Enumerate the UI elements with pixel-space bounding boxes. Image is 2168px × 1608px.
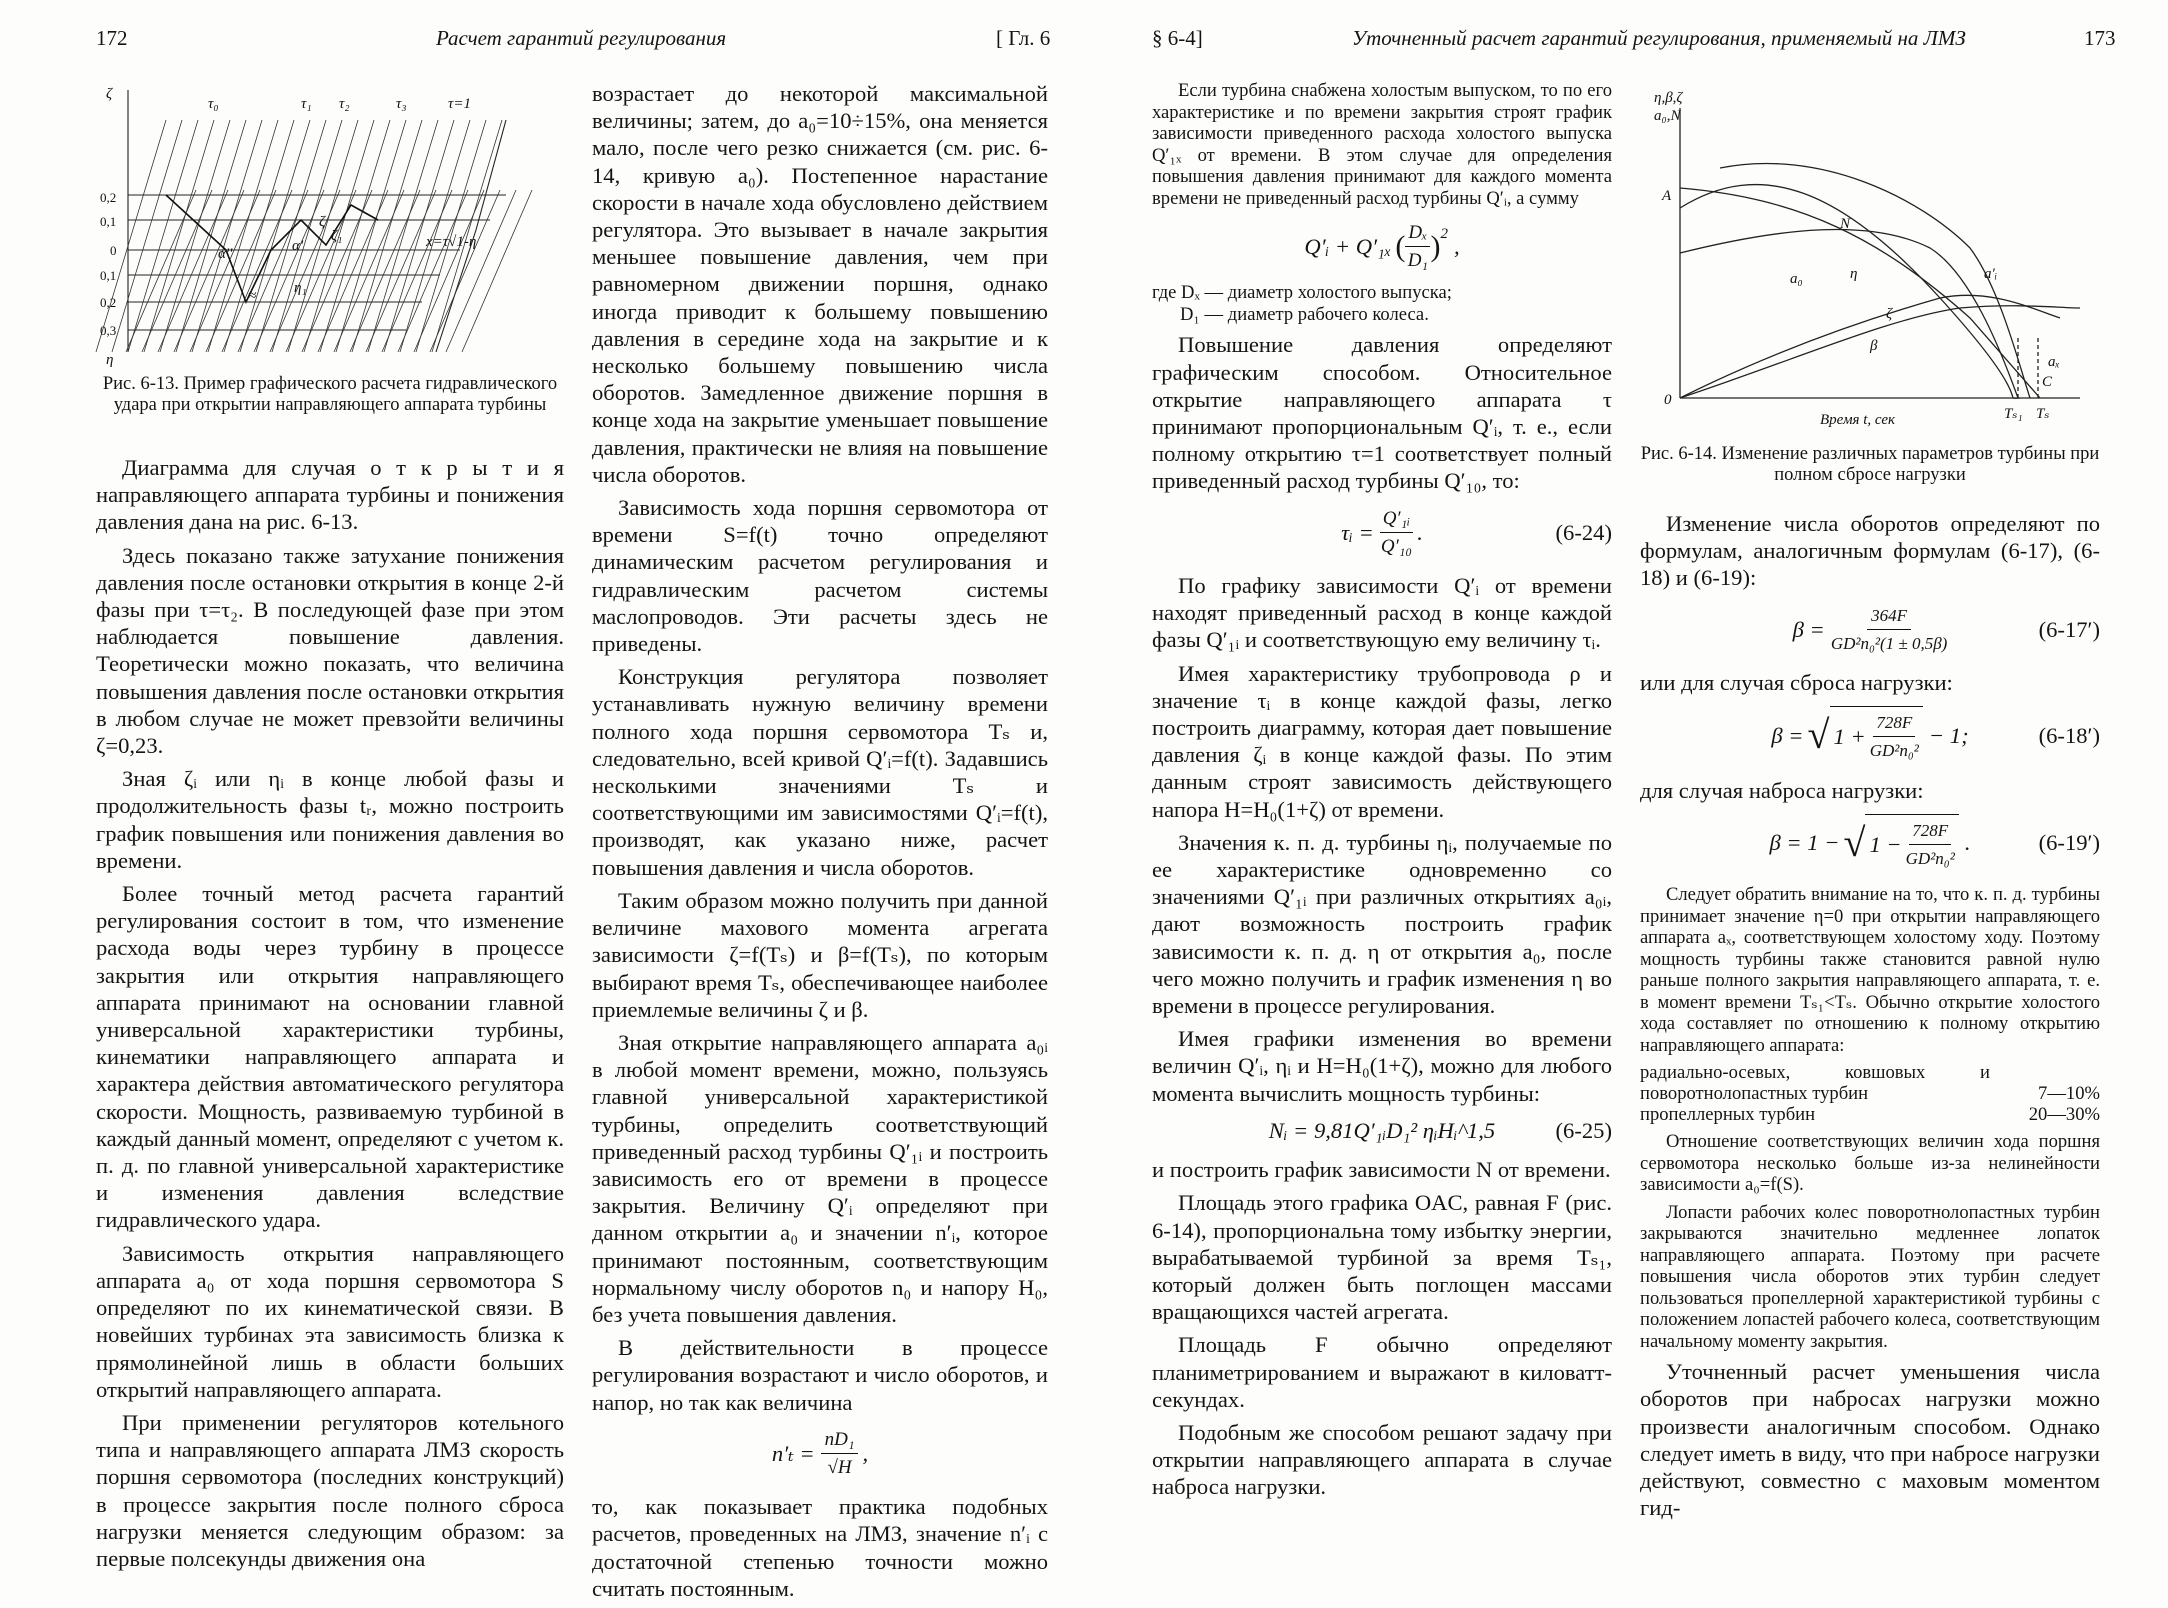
equation-exponent: 2: [1440, 226, 1448, 242]
page-header: [1084, 26, 2168, 60]
figure-6-13-caption: Рис. 6-13. Пример графического расчета гидравлического удара при открытии направляющего аппарата турбины: [102, 374, 558, 415]
tau-label: τ₁: [301, 96, 312, 112]
page-number: 172: [96, 26, 128, 50]
small-paragraph: Если турбина снабжена холостым выпуском, то по его характеристике и по времени закрытия строят график зависимости приведенного расхода холостого выпуска Q′₁ₓ от времени. В этом случае для определения повышения давления принимают для каждого момента времени не приведенный расход турбины Q′ᵢ, а сумму: [1152, 80, 1612, 209]
equation-lhs: n′ₜ =: [771, 1440, 815, 1466]
section-mark: § 6-4]: [1152, 26, 1203, 50]
grid-line: [96, 120, 166, 352]
equation-sum: Q′ᵢ + Q′₁ₓ ( $\frac{\text{Dₓ}}{\text{D₁}}$ ) $^2$ ,: [1152, 219, 1612, 274]
angle-annotation: α'': [218, 246, 233, 262]
curve-label: a₀: [1790, 271, 1803, 287]
y-axis-label: η,β,ζ: [1654, 90, 1683, 106]
where-clause: [1152, 282, 1612, 325]
figure-6-14-chart: [1640, 78, 2100, 438]
origin-label: 0: [1664, 392, 1672, 408]
y-axis-label: a₀,N: [1654, 108, 1681, 124]
zeta-annotation: ζ: [319, 214, 326, 230]
tick-label: 0,1: [100, 214, 117, 229]
paragraph: возрастает до некоторой максимальной величины; затем, до a₀=10÷15%, она меняется мало, после чего резко снижается (см. рис. 6-14, кривую a₀). Постепенное нарастание скорости в начале хода обусловлено действием регулятора. Это вызывает в начале закрытия меньшее повышение давления, чем при равномерном движении поршня, однако иногда приводит к большему повышению давления в середине хода на закрытие и к несколько большему повышению числа оборотов. Замедленное движение поршня в конце хода на закрытие уменьшает повышение давления, практически не влияя на повышение числа оборотов.: [592, 81, 1048, 487]
paragraph: Таким образом можно получить при данной величине махового момента агрегата зависимости ζ=f(Tₛ) и β=f(Tₛ), по которым выбирают время Tₛ, обеспечивающее наиболее приемлемые величины ζ и β.: [592, 887, 1048, 1022]
paragraph: Подобным же способом решают задачу при открытии направляющего аппарата в случае наброса нагрузки.: [1152, 1419, 1612, 1500]
y-axis-label: ζ: [106, 86, 113, 102]
running-head: Расчет гарантий регулирования: [436, 26, 727, 50]
grid-line: [256, 120, 326, 352]
table-cell-label: радиально-осевых, ковшовых и поворотнолопастных турбин: [1640, 1062, 1990, 1105]
paragraph: Конструкция регулятора позволяет устанавливать нужную величину времени полного хода поршня сервомотора Tₛ и, следовательно, всей кривой Q′ᵢ=f(t). Задавшись несколькими значениями Tₛ и соответствующими им зависимостями Q′ᵢ=f(t), производят, как указано ниже, расчет повышения давления и числа оборотов.: [592, 664, 1048, 880]
equation-tail: − 1;: [1928, 722, 1969, 748]
curve-label: aₓ: [2048, 354, 2060, 370]
angle-annotation: α': [292, 238, 304, 254]
page-header: [0, 26, 1084, 60]
table-cell-value: 7—10%: [2038, 1083, 2100, 1105]
where-line: D₁ — диаметр рабочего колеса.: [1180, 303, 1429, 325]
paragraph: Повышение давления определяют графическим способом. Относительное открытие направляющего аппарата τ принимают пропорциональным Q′ᵢ, т. е., если полному открытию τ=1 соответствует полный приведенный расход турбины Q′₁₀, то:: [1152, 332, 1612, 494]
small-paragraph: Отношение соответствующих величин хода поршня сервомотора несколько больше из-за нелинейности зависимости a₀=f(S).: [1640, 1131, 2100, 1196]
equation-number: (6-19′): [2038, 830, 2100, 856]
right-page: [1084, 0, 2168, 1521]
paragraph: По графику зависимости Q′ᵢ от времени находят приведенный расход в конце каждой фазы Q′₁ᵢ и соответствующую ему величину τᵢ.: [1152, 573, 1612, 653]
equation-nt: n′ₜ = $\frac{\text{nD₁}}{√H}$ ,: [592, 1426, 1048, 1481]
curve-label: a′ᵢ: [1984, 266, 1998, 282]
equation-numerator: Dₓ: [1405, 219, 1430, 247]
grid-line: [336, 120, 406, 352]
grid-line: [208, 120, 278, 352]
grid-line: [112, 120, 182, 352]
t-label: Tₛ: [2036, 406, 2050, 422]
equation-number: (6-17′): [2038, 616, 2100, 642]
figure-6-13-diagram: [96, 80, 566, 370]
figure-6-14-caption: Рис. 6-14. Изменение различных параметров турбины при полном сбросе нагрузки: [1640, 444, 2100, 485]
formula-annotation: x=τ√1-η: [426, 234, 477, 250]
table-row: [1640, 1062, 2100, 1104]
equation-denominator: D₁: [1407, 250, 1429, 272]
paragraph: При применении регуляторов котельного типа и направляющего аппарата ЛМЗ скорость поршня сервомотора (последних конструкций) в процессе закрытия после полного сброса нагрузки меняется следующим образом: за первые полсекунды движения она: [96, 1409, 564, 1571]
right-column-2: [1640, 510, 2100, 1527]
left-column-2: [592, 80, 1048, 1608]
equation-denominator: GD²n₀²: [1869, 741, 1919, 761]
tick-label: 0,3: [100, 323, 117, 338]
right-column-1: [1152, 80, 1612, 1507]
equation-number: (6-24): [1555, 519, 1612, 545]
equation-6-19: β = 1 − √ 1 − $\frac{728F}{\text{GD²n₀²}}$ . (6-19′): [1640, 814, 2100, 872]
tau-label: τ₃: [396, 96, 407, 112]
tick-label: 0,2: [100, 190, 117, 205]
idle-opening-table: [1640, 1062, 2100, 1125]
grid-line: [160, 120, 230, 352]
grid-line: [224, 120, 294, 352]
equation-denominator: Q′₁₀: [1380, 535, 1412, 557]
tick-label: 0,2: [100, 295, 117, 310]
radicand-prefix: 1 +: [1833, 724, 1866, 750]
paragraph: для случая наброса нагрузки:: [1640, 777, 1924, 803]
small-paragraph: Лопасти рабочих колес поворотнолопастных турбин закрываются значительно медленнее лопаток направляющего аппарата. Поэтому при расчете повышения числа оборотов этих турбин следует пользоваться пропеллерной характеристикой турбины с положением лопастей рабочего колеса, соответствующим начальному моменту закрытия.: [1640, 1201, 2100, 1352]
grid-line: [192, 120, 262, 352]
x-axis-label: Время t, сек: [1820, 412, 1896, 428]
equation-number: (6-18′): [2038, 722, 2100, 748]
figure-6-13: [96, 80, 566, 370]
paragraph: Более точный метод расчета гарантий регулирования состоит в том, что изменение расхода воды через турбину в процессе закрытия или открытия направляющего аппарата принимают на основании главной универсальной характеристики турбины, кинематики направляющего аппарата и характера действия автоматического регулятора скорости. Мощность, развиваемую турбиной в каждый данный момент, определяют с учетом к. п. д. по главной универсальной характеристике и изменения давления вследствие гидравлического удара.: [96, 881, 564, 1233]
curve-label: η: [1850, 266, 1858, 282]
paragraph: Площадь этого графика OAC, равная F (рис. 6-14), пропорциональна тому избытку энергии, вырабатываемой турбиной за время Tₛ₁, который должен быть поглощен массами вращающихся частей агрегата.: [1152, 1190, 1612, 1325]
paragraph: Изменение числа оборотов определяют по формулам, аналогичным формулам (6-17), (6-18) и (6-19):: [1640, 511, 2100, 591]
paragraph: Диаграмма для случая о т к р ы т и я направляющего аппарата турбины и понижения давления дана на рис. 6-13.: [96, 455, 564, 535]
curve-label: N: [1840, 216, 1851, 232]
equation-denominator: √H: [827, 1456, 852, 1478]
paragraph: и построить график зависимости N от времени.: [1152, 1157, 1611, 1183]
paragraph: Имея характеристику трубопровода ρ и значение τᵢ в конце каждой фазы, легко построить диаграмму, которая дает повышение давления ζᵢ в конце каждой фазы. По этим данным строят зависимость действующего напора H=H₀(1+ζ) от времени.: [1152, 660, 1612, 822]
paragraph: то, как показывает практика подобных расчетов, проведенных на ЛМЗ, значение n′ᵢ с достаточной степенью точности можно считать постоянным.: [592, 1494, 1048, 1601]
paragraph: Имея графики изменения во времени величин Q′ᵢ, ηᵢ и H=H₀(1+ζ), можно для любого момента вычислить мощность турбины:: [1152, 1026, 1612, 1106]
equation-numerator: 728F: [1909, 817, 1951, 845]
figure-6-14: [1640, 78, 2100, 438]
equation-number: (6-25): [1555, 1117, 1612, 1143]
wave-annotation: ≈: [248, 288, 257, 304]
equation-numerator: nD₁: [821, 1426, 859, 1454]
curve-label: A: [1662, 188, 1672, 204]
curve-label: ζ: [1886, 306, 1893, 322]
chapter-mark: [ Гл. 6: [996, 26, 1051, 50]
eta1-annotation: η₁: [294, 280, 307, 296]
grid-line: [352, 120, 422, 352]
grid-line: [240, 120, 310, 352]
grid-line: [144, 120, 214, 352]
page-number: 173: [2084, 26, 2116, 50]
left-column-1: [96, 454, 564, 1578]
table-row: [1640, 1104, 2100, 1125]
equation-numerator: Q′₁ᵢ: [1380, 505, 1414, 533]
left-page: [0, 0, 1084, 1601]
paragraph: Зная ζᵢ или ηᵢ в конце любой фазы и продолжительность фазы tᵣ, можно построить график повышения или понижения давления во времени.: [96, 766, 564, 873]
y-axis-label-bottom: η: [106, 352, 114, 368]
paragraph: Площадь F обычно определяют планиметрированием и выражают в киловатт-секундах.: [1152, 1332, 1612, 1412]
zeta1-annotation: ζ₁: [331, 228, 343, 244]
paragraph: или для случая сброса нагрузки:: [1640, 670, 1953, 696]
equation-tail: ,: [1453, 234, 1460, 260]
paragraph: В действительности в процессе регулирования возрастают и число оборотов, и напор, но так как величина: [592, 1335, 1048, 1415]
equation-6-17: [1640, 602, 2100, 657]
equation-lhs: β =: [1771, 722, 1804, 748]
equation-body: Nᵢ = 9,81Q′₁ᵢD₁² ηᵢHᵢ^1,5: [1268, 1117, 1496, 1143]
table-cell-value: 20—30%: [2028, 1104, 2100, 1126]
equation-tail: .: [1964, 830, 1971, 856]
equation-numerator: 728F: [1873, 709, 1915, 737]
grid-line: [128, 120, 198, 352]
grid-line: [288, 120, 358, 352]
equation-numerator: 364F: [1867, 602, 1911, 630]
tau-label: τ₂: [339, 96, 350, 112]
radicand-prefix: 1 −: [1869, 831, 1902, 857]
tau-label: τ₀: [208, 96, 219, 112]
t-label: Tₛ₁: [2004, 406, 2023, 422]
equation-6-18: β = √ 1 + $\frac{728F}{\text{GD²n₀²}}$ − 1; (6-18′): [1640, 706, 2100, 764]
small-paragraph: Следует обратить внимание на то, что к. п. д. турбины принимает значение η=0 при открытии направляющего аппарата aₓ, соответствующем холостому ходу. Поэтому мощность турбины также становится равной нулю раньше полного закрытия направляющего аппарата, т. е. в момент времени Tₛ₁<Tₛ. Обычно открытие холостого хода составляет по отношению к полному открытию направляющего аппарата:: [1640, 884, 2100, 1056]
grid-line: [462, 190, 532, 352]
equation-6-24: τᵢ = $\frac{\text{Q′₁ᵢ}}{\text{Q′₁₀}}$ . (6-24): [1152, 505, 1612, 560]
paragraph: Значения к. п. д. турбины ηᵢ, получаемые по ее характеристике одновременно со значениями Q′₁ᵢ при различных открытиях a₀ᵢ, дают возможность построить график зависимости к. п. д. η от открытия a₀, после чего можно получить и график изменения η во времени в процессе регулирования.: [1152, 829, 1612, 1019]
equation-denominator: GD²n₀²: [1905, 849, 1955, 869]
tick-label: 0,1: [100, 268, 117, 283]
table-cell-label: пропеллерных турбин: [1640, 1104, 1816, 1126]
tau-label: τ=1: [448, 96, 471, 112]
equation-lhs: Q′ᵢ + Q′₁ₓ: [1304, 234, 1392, 260]
equation-lhs: β = 1 −: [1769, 830, 1840, 856]
equation-lhs: τᵢ =: [1341, 519, 1374, 545]
running-head: Уточненный расчет гарантий регулирования, применяемый на ЛМЗ: [1352, 26, 1966, 50]
equation-6-25: [1152, 1117, 1612, 1144]
paragraph: Зависимость открытия направляющего аппарата a₀ от хода поршня сервомотора S определяют по их кинематической связи. В новейших турбинах эта зависимость близка к прямолинейной лишь в области больших открытий направляющего аппарата.: [96, 1240, 564, 1402]
paragraph: Зависимость хода поршня сервомотора от времени S=f(t) точно определяют динамическим расчетом регулирования и гидравлическим расчетом системы маслопроводов. Эти расчеты здесь не приведены.: [592, 495, 1048, 657]
curve-label: C: [2042, 374, 2053, 390]
equation-lhs: β =: [1792, 616, 1825, 642]
paragraph: Зная открытие направляющего аппарата a₀ᵢ в любой момент времени, можно, пользуясь главной универсальной характеристикой турбины, определить соответствующий приведенный расход турбины Q′₁ᵢ и построить зависимость его от времени в процессе закрытия. Величину Q′ᵢ определяют при данном открытии a₀ и значении n′ᵢ, которое принимают постоянным, соответствующим нормальному числу оборотов n₀ и напору H₀, без учета повышения давления.: [592, 1029, 1048, 1327]
where-line: где Dₓ — диаметр холостого выпуска;: [1152, 282, 1452, 304]
tick-label: 0: [110, 243, 117, 258]
paragraph: Здесь показано также затухание понижения давления после остановки открытия в конце 2-й фазы при τ=τ₂. В последующей фазе при этом наблюдается повышение давления. Теоретически можно показать, что величина повышения давления после остановки открытия в любом случае не может превзойти величины ζ=0,23.: [96, 542, 564, 759]
paragraph: Уточненный расчет уменьшения числа оборотов при набросах нагрузки можно произвести аналогичным способом. Однако следует иметь в виду, что при набросе нагрузки действуют, совместно с маховым моментом гид-: [1640, 1359, 2100, 1521]
curve-label: β: [1870, 338, 1878, 354]
equation-denominator: GD²n₀²(1 ± 0,5β): [1830, 633, 1948, 653]
